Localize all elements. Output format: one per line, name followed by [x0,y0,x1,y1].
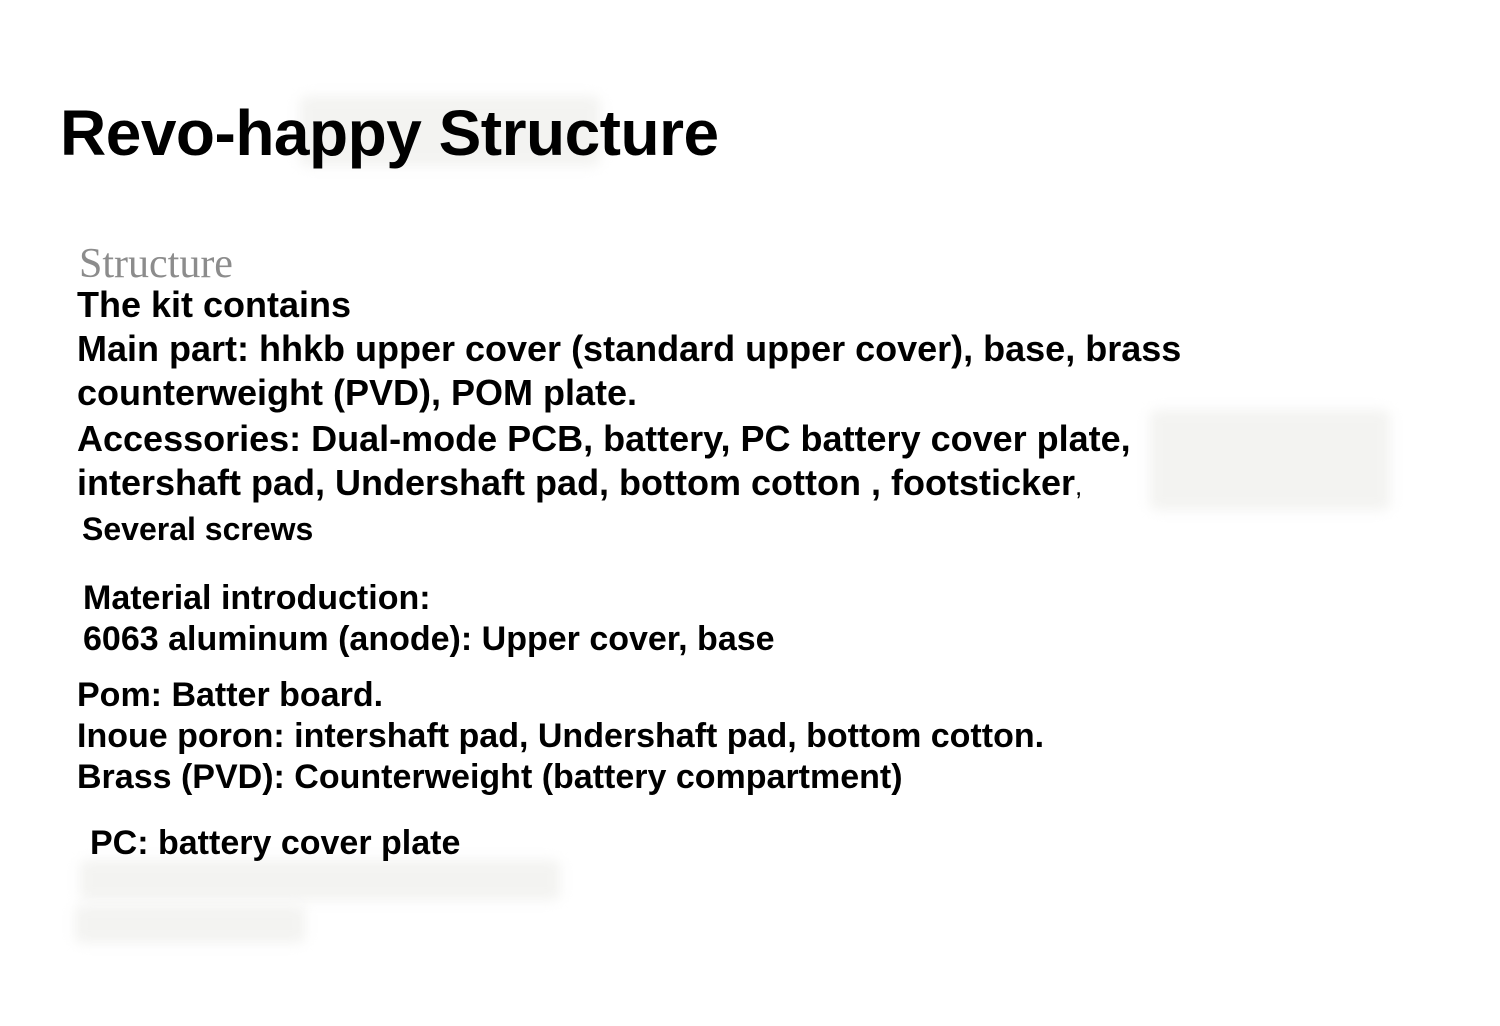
kit-heading: The kit contains [77,284,352,325]
material-poron: Inoue poron: intershaft pad, Undershaft pad, bottom cotton. [77,717,1045,755]
material-aluminum: 6063 aluminum (anode): Upper cover, base [83,620,775,658]
main-part-line-1: Main part: hhkb upper cover (standard upper cover), base, brass [77,328,1182,369]
material-pc: PC: battery cover plate [90,824,461,862]
page-title: Revo-happy Structure [60,97,719,169]
section-subtitle: Structure [79,241,233,287]
material-pom: Pom: Batter board. [77,676,384,714]
accessories-line-2-tail: , [1075,471,1083,501]
background-smudge [75,905,305,943]
screws-line: Several screws [82,511,314,547]
materials-heading: Material introduction: [83,579,431,617]
accessories-line-1: Accessories: Dual-mode PCB, battery, PC battery cover plate, [77,418,1131,459]
background-smudge [80,860,560,900]
accessories-line-2-text: intershaft pad, Undershaft pad, bottom cotton , footsticker [77,462,1076,503]
main-part-line-2: counterweight (PVD), POM plate. [77,372,638,413]
accessories-line-2 [77,462,1082,504]
material-brass: Brass (PVD): Counterweight (battery compartment) [77,758,903,796]
background-smudge [1150,410,1390,510]
